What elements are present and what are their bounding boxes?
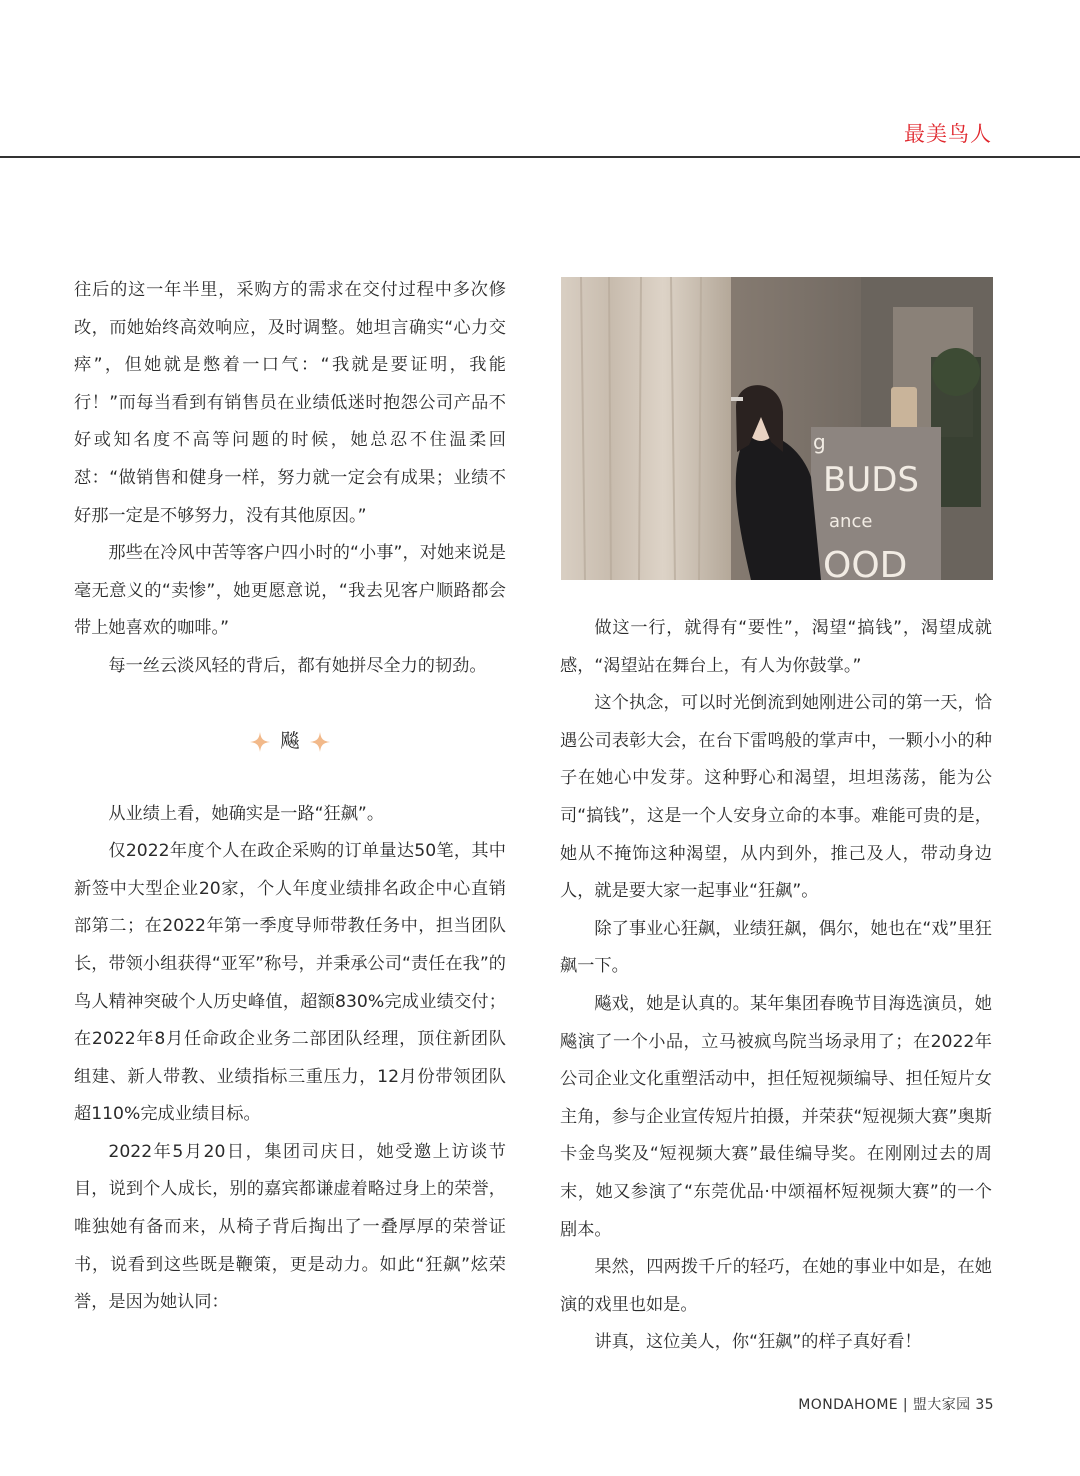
header-rule: [0, 156, 1080, 158]
magazine-name: MONDAHOME: [798, 1397, 899, 1413]
paragraph: 从业绩上看，她确实是一路“狂飙”。: [108, 803, 385, 824]
paragraph: 往后的这一年半里，采购方的需求在交付过程中多次修改，而她始终高效响应，及时调整。她坦言确实“心力交瘁”，但她就是憋着一口气：“我就是要证明，我能行！”而每当看到有销售员在业绩低迷时抱怨公司产品不好或知名度不高等问题的时候，她总忍不住温柔回怼：“做销售和健身一样，努力就一定会有成果；业绩不好那一定是不够努力，没有其他原因。”: [74, 280, 506, 526]
sparkle-icon: [310, 732, 330, 752]
paragraph: 这个执念，可以时光倒流到她刚进公司的第一天，恰遇公司表彰大会，在台下雷鸣般的掌声中，一颗小小的种子在她心中发芽。这种野心和渴望，坦坦荡荡，能为公司“搞钱”，这是一个人安身立命的本事。难能可贵的是，她从不掩饰这种渴望，从内到外，推己及人，带动身边人，就是要大家一起事业“狂飙”。: [560, 693, 992, 902]
paragraph: 讲真，这位美人，你“狂飙”的样子真好看！: [594, 1332, 922, 1353]
right-column: [560, 610, 992, 1362]
section-tag: 最美鸟人: [904, 122, 992, 146]
section-heading: [74, 722, 506, 762]
sign-text: ance: [829, 511, 873, 532]
page-footer: [798, 1394, 994, 1414]
magazine-title: 盟大家园: [912, 1397, 971, 1413]
sparkle-icon: [250, 732, 270, 752]
sign-text: g: [813, 430, 826, 454]
article-photo: [561, 277, 993, 580]
left-column: [74, 272, 506, 1322]
paragraph: 那些在冷风中苦等客户四小时的“小事”，对她来说是毫无意义的“卖惨”，她更愿意说，“我去见客户顺路都会带上她喜欢的咖啡。”: [74, 543, 506, 639]
paragraph: 除了事业心狂飙，业绩狂飙，偶尔，她也在“戏”里狂飙一下。: [560, 918, 992, 977]
paragraph: 仅2022年度个人在政企采购的订单量达50笔，其中新签中大型企业20家，个人年度业绩排名政企中心直销部第二；在2022年第一季度导师带教任务中，担当团队长，带领小组获得“亚军”称号，并秉承公司“责任在我”的鸟人精神突破个人历史峰值，超额830%完成业绩交付；在2022年8月任命政企业务二部团队经理，顶住新团队组建、新人带教、业绩指标三重压力，12月份带领团队超110%完成业绩目标。: [74, 841, 506, 1125]
footer-separator: |: [902, 1397, 909, 1413]
paragraph: 飚戏，她是认真的。某年集团春晚节目海选演员，她飚演了一个小品，立马被疯鸟院当场录用了；在2022年公司企业文化重塑活动中，担任短视频编导、担任短片女主角，参与企业宣传短片拍摄，并荣获“短视频大赛”奥斯卡金鸟奖及“短视频大赛”最佳编导奖。在刚刚过去的周末，她又参演了“东莞优品·中颂福杯短视频大赛”的一个剧本。: [560, 993, 992, 1240]
page-number: 35: [975, 1397, 994, 1413]
paragraph: 果然，四两拨千斤的轻巧，在她的事业中如是，在她演的戏里也如是。: [560, 1257, 992, 1315]
paragraph: 做这一行，就得有“要性”，渴望“搞钱”，渴望成就感，“渴望站在舞台上，有人为你鼓掌。”: [560, 618, 992, 676]
section-title: 飚: [280, 729, 300, 752]
sign-text: BUDS: [823, 460, 919, 500]
paragraph: 2022年5月20日，集团司庆日，她受邀上访谈节目，说到个人成长，别的嘉宾都谦虚着略过身上的荣誉，唯独她有备而来，从椅子背后掏出了一叠厚厚的荣誉证书，说看到这些既是鞭策，更是动力。如此“狂飙”炫荣誉，是因为她认同：: [74, 1141, 506, 1313]
paragraph: 每一丝云淡风轻的背后，都有她拼尽全力的韧劲。: [108, 655, 487, 676]
sign-text: OOD: [823, 545, 908, 580]
